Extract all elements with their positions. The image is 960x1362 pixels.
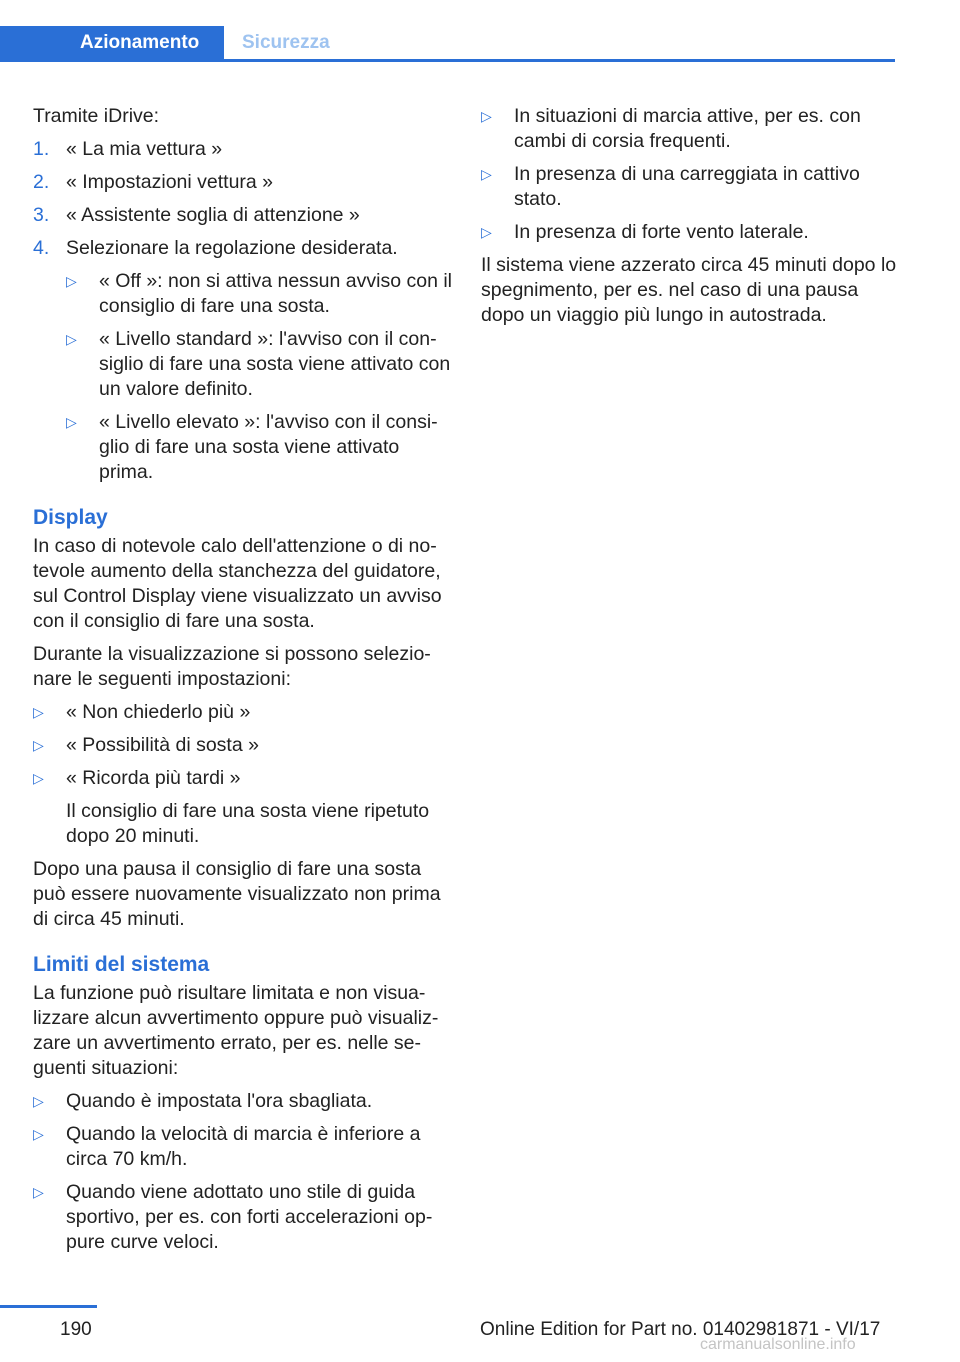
step-number: 4. <box>33 237 50 259</box>
triangle-bullet-icon: ▷ <box>33 1126 44 1142</box>
triangle-bullet-icon: ▷ <box>33 737 44 753</box>
step4-options <box>66 269 453 485</box>
list-item: ▷ Quando viene adottato uno stile di guida sportivo, per es. con forti accelerazioni oppure curve veloci. <box>33 1181 433 1253</box>
display-heading: Display <box>33 506 108 529</box>
list-item: ▷ « Livello elevato »: l'avviso con il consiglio di fare una sosta viene attivato prima. <box>66 411 438 483</box>
edition-text: Online Edition for Part no. 01402981871 - VI/17 <box>480 1319 881 1340</box>
triangle-bullet-icon: ▷ <box>481 224 492 240</box>
triangle-bullet-icon: ▷ <box>33 770 44 786</box>
step-text: « Assistente soglia di attenzione » <box>66 204 360 226</box>
triangle-bullet-icon: ▷ <box>33 1093 44 1109</box>
step-number: 3. <box>33 204 50 226</box>
list-item: ▷ In situazioni di marcia attive, per es. con cambi di corsia frequenti. <box>481 105 861 152</box>
triangle-bullet-icon: ▷ <box>66 414 77 430</box>
right-column <box>481 104 901 336</box>
step-text: « La mia vettura » <box>66 138 223 160</box>
list-item: ▷ « Non chiederlo più » <box>33 701 251 723</box>
list-item: ▷ In presenza di una carreggiata in cattivo stato. <box>481 163 860 210</box>
step-item <box>33 236 453 485</box>
step-item <box>33 203 453 228</box>
footer-divider <box>0 1305 97 1308</box>
triangle-bullet-icon: ▷ <box>66 331 77 347</box>
list-item: ▷ Quando è impostata l'ora sbagliata. <box>33 1090 373 1112</box>
triangle-bullet-icon: ▷ <box>481 166 492 182</box>
left-column <box>33 104 453 1263</box>
step-item <box>33 137 453 162</box>
list-item: ▷ In presenza di forte vento laterale. <box>481 221 809 243</box>
list-item: ▷ « Ricorda più tardi » Il consiglio di fare una sosta viene ripetuto dopo 20 minuti. <box>33 766 453 849</box>
step-number: 2. <box>33 171 50 193</box>
step-item <box>33 170 453 195</box>
page-number: 190 <box>60 1319 92 1340</box>
triangle-bullet-icon: ▷ <box>33 704 44 720</box>
display-paragraph: In caso di notevole calo dell'attenzione o di notevole aumento della stanchezza del guidatore, sul Control Display viene visualizzato un avviso con il consiglio di fare una sosta. <box>33 535 442 632</box>
list-item: ▷ Quando la velocità di marcia è inferiore a circa 70 km/h. <box>33 1123 421 1170</box>
intro-text: Tramite iDrive: <box>33 105 160 127</box>
limits-paragraph: La funzione può risultare limitata e non visualizzare alcun avvertimento oppure può visualizzare un avvertimento errato, per es. nelle seguenti situazioni: <box>33 982 439 1079</box>
list-item: ▷ « Livello standard »: l'avviso con il consiglio di fare una sosta viene attivato con un valore definito. <box>66 328 451 400</box>
tab-azionamento[interactable]: Azionamento <box>0 26 224 59</box>
option-note: Il consiglio di fare una sosta viene ripetuto dopo 20 minuti. <box>66 800 430 847</box>
page-header <box>0 0 895 62</box>
step-text: Selezionare la regolazione desiderata. <box>66 237 398 259</box>
header-divider <box>0 59 895 62</box>
triangle-bullet-icon: ▷ <box>66 273 77 289</box>
list-item: ▷ « Off »: non si attiva nessun avviso con il consiglio di fare una sosta. <box>66 270 452 317</box>
limits-heading: Limiti del sistema <box>33 953 210 976</box>
tab-sicurezza[interactable]: Sicurezza <box>242 32 330 53</box>
triangle-bullet-icon: ▷ <box>33 1184 44 1200</box>
triangle-bullet-icon: ▷ <box>481 108 492 124</box>
list-item: ▷ « Possibilità di sosta » <box>33 734 259 756</box>
watermark: carmanualsonline.info <box>700 1336 856 1353</box>
reset-paragraph: Il sistema viene azzerato circa 45 minuti dopo lo spegnimento, per es. nel caso di una pausa dopo un viaggio più lungo in autostrada. <box>481 254 897 326</box>
display-paragraph: Dopo una pausa il consiglio di fare una sosta può essere nuovamente visualizzato non prima di circa 45 minuti. <box>33 858 441 930</box>
step-number: 1. <box>33 138 50 160</box>
display-paragraph: Durante la visualizzazione si possono selezionare le seguenti impostazioni: <box>33 643 431 690</box>
step-text: « Impostazioni vettura » <box>66 171 274 193</box>
